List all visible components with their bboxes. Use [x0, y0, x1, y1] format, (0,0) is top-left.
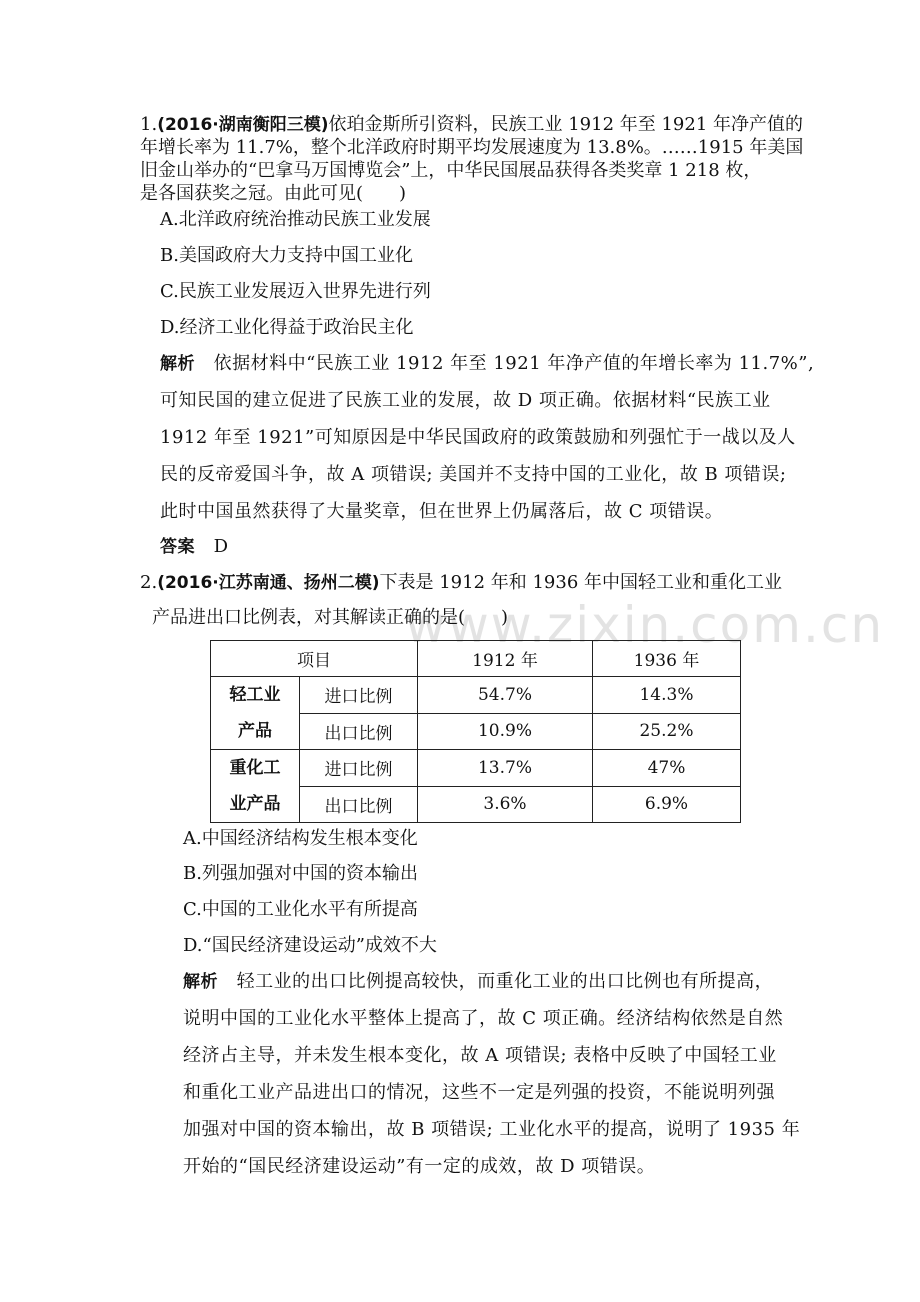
question-2-option-b: B.列强加强对中国的资本输出	[183, 863, 418, 884]
question-1-option-d: D.经济工业化得益于政治民主化	[160, 317, 414, 338]
question-1-analysis-label: 解析	[160, 354, 195, 374]
question-2-option-a: A.中国经济结构发生根本变化	[183, 828, 418, 849]
table-row-label: 出口比例	[300, 786, 418, 823]
question-2-analysis-text: 开始的“国民经济建设运动”有一定的成效，故 D 项错误。	[183, 1156, 656, 1177]
table-cell: 54.7%	[418, 677, 593, 714]
question-1-analysis-text: 1912 年至 1921”可知原因是中华民国政府的政策鼓励和列强忙于一战以及人	[160, 427, 796, 448]
question-1-number: 1.	[140, 114, 158, 135]
table-row-label: 出口比例	[300, 713, 418, 750]
question-1-option-b: B.美国政府大力支持中国工业化	[160, 245, 413, 266]
question-1-answer	[160, 535, 229, 559]
question-1-stem-line: 年增长率为 11.7%，整个北洋政府时期平均发展速度为 13.8%。……1915 年美国	[140, 137, 804, 158]
question-1-analysis-text: 依据材料中“民族工业 1912 年至 1921 年净产值的年增长率为 11.7%”,	[213, 353, 815, 374]
category-line: 轻工业	[229, 685, 281, 705]
question-1-answer-value: D	[213, 536, 229, 557]
question-1-stem-line: 旧金山举办的“巴拿马万国博览会”上，中华民国展品获得各类奖章 1 218 枚，	[140, 160, 762, 181]
question-2-analysis-label: 解析	[183, 972, 218, 992]
question-2-analysis-text: 加强对中国的资本输出，故 B 项错误; 工业化水平的提高，说明了 1935 年	[183, 1119, 801, 1140]
question-1-stem-line: 依珀金斯所引资料，民族工业 1912 年至 1921 年净产值的	[328, 114, 804, 135]
question-1-source: (2016·湖南衡阳三模)	[157, 115, 329, 135]
table-category-cell	[211, 750, 300, 823]
table-header-row	[211, 641, 741, 677]
table-header-cell: 项目	[211, 641, 418, 677]
question-2-stem-line: 产品进出口比例表，对其解读正确的是( )	[152, 607, 509, 628]
question-1-analysis-text: 民的反帝爱国斗争，故 A 项错误; 美国并不支持中国的工业化，故 B 项错误;	[160, 464, 787, 485]
table-category-cell	[211, 677, 300, 750]
table-cell: 25.2%	[593, 713, 741, 750]
question-1-option-c: C.民族工业发展迈入世界先进行列	[160, 281, 431, 302]
question-2-analysis-text: 经济占主导，并未发生根本变化，故 A 项错误; 表格中反映了中国轻工业	[183, 1045, 777, 1066]
question-2-analysis-text: 说明中国的工业化水平整体上提高了，故 C 项正确。经济结构依然是自然	[183, 1008, 784, 1029]
table-header-cell: 1936 年	[593, 641, 741, 677]
category-line: 产品	[238, 721, 272, 741]
category-line: 重化工	[229, 758, 281, 778]
watermark: www.zixin.com.cn	[405, 596, 885, 654]
question-2-analysis-text: 和重化工业产品进出口的情况，这些不一定是列强的投资，不能说明列强	[183, 1082, 775, 1103]
question-1-answer-label: 答案	[160, 537, 195, 557]
question-1-line-1	[140, 114, 803, 136]
table-row	[211, 750, 741, 787]
question-1-stem-line: 是各国获奖之冠。由此可见( )	[140, 183, 407, 204]
table-row-label: 进口比例	[300, 677, 418, 714]
question-1-analysis-line-1	[160, 352, 814, 376]
table-cell: 6.9%	[593, 786, 741, 823]
question-2-analysis-text: 轻工业的出口比例提高较快，而重化工业的出口比例也有所提高，	[236, 971, 774, 992]
category-line: 业产品	[229, 794, 281, 814]
question-1-analysis-text: 此时中国虽然获得了大量奖章，但在世界上仍属落后，故 C 项错误。	[160, 501, 724, 522]
question-2-analysis-line-1	[183, 970, 773, 994]
table-cell: 47%	[593, 750, 741, 787]
question-2-source: (2016·江苏南通、扬州二模)	[157, 573, 380, 593]
table-header-cell: 1912 年	[418, 641, 593, 677]
table-cell: 13.7%	[418, 750, 593, 787]
question-2-option-c: C.中国的工业化水平有所提高	[183, 899, 418, 920]
question-2-number: 2.	[140, 572, 158, 593]
table-row	[211, 677, 741, 714]
table-cell: 10.9%	[418, 713, 593, 750]
question-2-stem-line: 下表是 1912 年和 1936 年中国轻工业和重化工业	[379, 572, 783, 593]
table-row-label: 进口比例	[300, 750, 418, 787]
question-1-analysis-text: 可知民国的建立促进了民族工业的发展，故 D 项正确。依据材料“民族工业	[160, 390, 771, 411]
question-2-line-1	[140, 571, 782, 595]
question-1-option-a: A.北洋政府统治推动民族工业发展	[160, 209, 431, 230]
data-table	[210, 640, 741, 823]
table-cell: 14.3%	[593, 677, 741, 714]
table-cell: 3.6%	[418, 786, 593, 823]
question-2-option-d: D.“国民经济建设运动”成效不大	[183, 935, 437, 956]
